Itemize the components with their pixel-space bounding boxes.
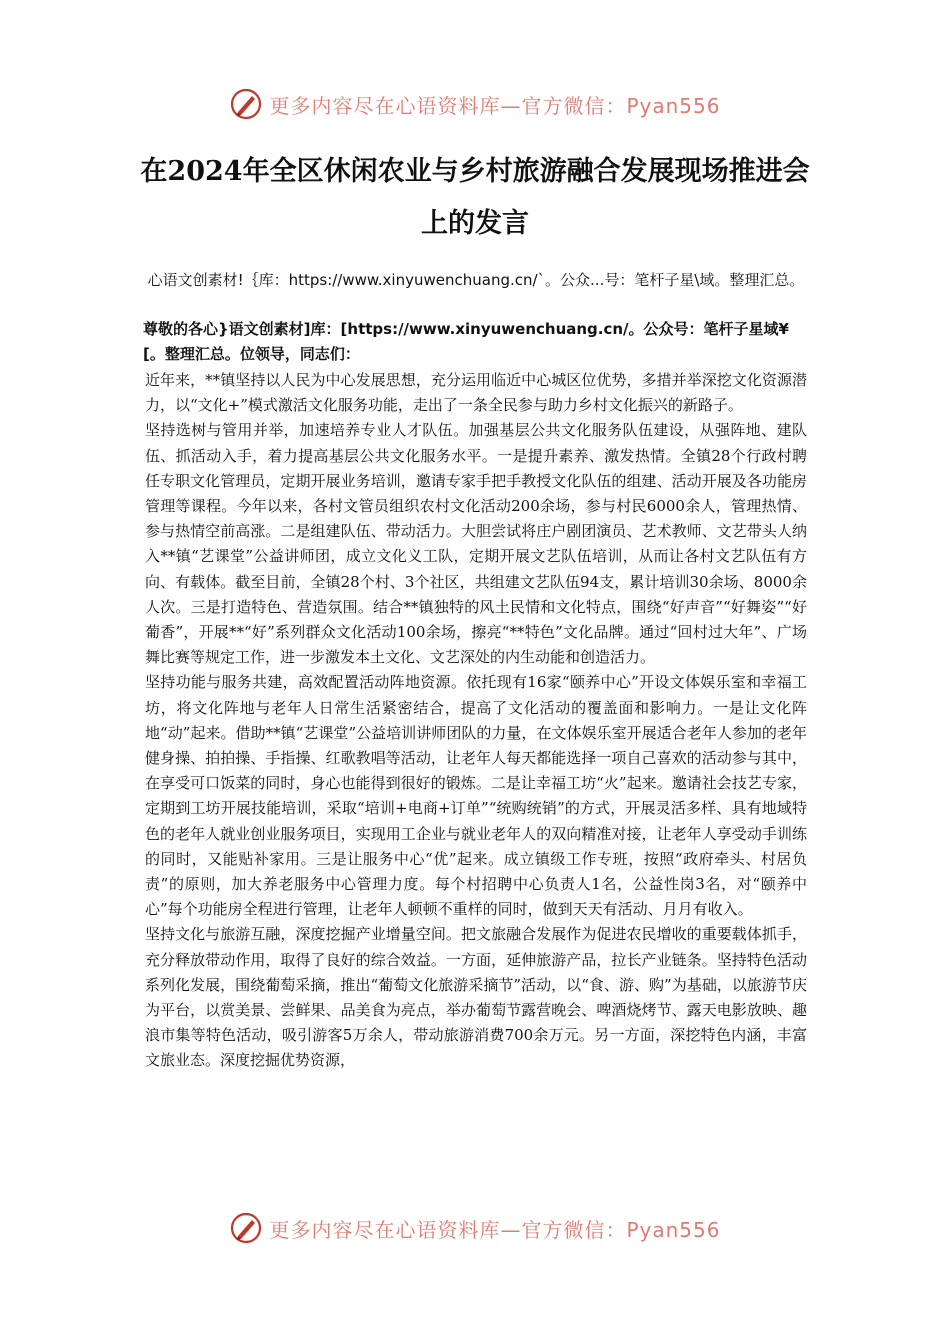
banner-text: 更多内容尽在心语资料库—官方微信：Pyan556 [269, 1217, 721, 1242]
body-paragraph: 近年来，**镇坚持以人民为中心发展思想，充分运用临近中心城区位优势，多措并举深挖文化资源潜力，以“文化+”模式激活文化服务功能，走出了一条全民参与助力乡村文化振兴的新路子。 [145, 371, 807, 415]
pen-logo-icon [229, 1211, 263, 1245]
body-paragraph: 坚持文化与旅游互融，深度挖掘产业增量空间。把文旅融合发展作为促进农民增收的重要载体抓手，充分释放带动作用，取得了良好的综合效益。一方面，延伸旅游产品，拉长产业链条。坚持特色活动系列化发展，围绕葡萄采摘，推出“葡萄文化旅游采摘节”活动，以“食、游、购”为基础，以旅游节庆为平台，以赏美景、尝鲜果、品美食为亮点，举办葡萄节露营晚会、啤酒烧烤节、露天电影放映、趣浪市集等特色活动，吸引游客5万余人，带动旅游消费700余万元。另一方面，深挖特色内涵，丰富文旅业态。深度挖掘优势资源， [145, 925, 807, 1070]
salutation: 尊敬的各心}语文创素材]库：[https://www.xinyuwenchuang.cn/。公众号：笔杆子星域¥[。整理汇总。位领导，同志们： [143, 320, 789, 363]
source-note: 心语文创素材!｛库：https://www.xinyuwenchuang.cn/`。公众...号：笔杆子星\域。整理汇总。 [147, 271, 805, 289]
footer-banner [0, 1208, 950, 1248]
document-title: 在2024年全区休闲农业与乡村旅游融合发展现场推进会上的发言 [140, 156, 810, 239]
header-banner [0, 84, 950, 124]
body-paragraph: 坚持功能与服务共建，高效配置活动阵地资源。依托现有16家“颐养中心”开设文体娱乐室和幸福工坊，将文化阵地与老年人日常生活紧密结合，提高了文化活动的覆盖面和影响力。一是让文化阵地“动”起来。借助**镇“艺课堂”公益培训讲师团队的力量，在文体娱乐室开展适合老年人参加的老年健身操、拍拍操、手指操、红歌教唱等活动，让老年人每天都能选择一项自己喜欢的活动参与其中，在享受可口饭菜的同时，身心也能得到很好的锻炼。二是让幸福工坊“火”起来。邀请社会技艺专家，定期到工坊开展技能培训，采取“培训+电商+订单”“统购统销”的方式，开展灵活多样、具有地域特色的老年人就业创业服务项目，实现用工企业与就业老年人的双向精准对接，让老年人享受动手训练的同时，又能贴补家用。三是让服务中心“优”起来。成立镇级工作专班，按照“政府牵头、村居负责”的原则，加大养老服务中心管理力度。每个村招聘中心负责人1名，公益性岗3名，对“颐养中心”每个功能房全程进行管理，让老年人顿顿不重样的同时，做到天天有活动、月月有收入。 [145, 673, 807, 919]
document-body [145, 368, 807, 1074]
body-paragraph: 坚持选树与管用并举，加速培养专业人才队伍。加强基层公共文化服务队伍建设，从强阵地、建队伍、抓活动入手，着力提高基层公共文化服务水平。一是提升素养、激发热情。全镇28个行政村聘任专职文化管理员，定期开展业务培训，邀请专家手把手教授文化队伍的组建、活动开展及各功能房管理等课程。今年以来，各村文管员组织农村文化活动200余场，参与村民6000余人，管理热情、参与热情空前高涨。二是组建队伍、带动活力。大胆尝试将庄户剧团演员、艺术教师、文艺带头人纳入**镇“艺课堂”公益讲师团，成立文化义工队，定期开展文艺队伍培训，从而让各村文艺队伍有方向、有载体。截至目前，全镇28个村、3个社区，共组建文艺队伍94支，累计培训30余场、8000余人次。三是打造特色、营造氛围。结合**镇独特的风土民情和文化特点，围绕“好声音”“好舞姿”“好葡香”，开展**“好”系列群众文化活动100余场，擦亮“**特色”文化品牌。通过“回村过大年”、广场舞比赛等规定工作，进一步激发本土文化、文艺深处的内生动能和创造活力。 [145, 421, 807, 667]
banner-text: 更多内容尽在心语资料库—官方微信：Pyan556 [269, 93, 721, 118]
pen-logo-icon [229, 87, 263, 121]
